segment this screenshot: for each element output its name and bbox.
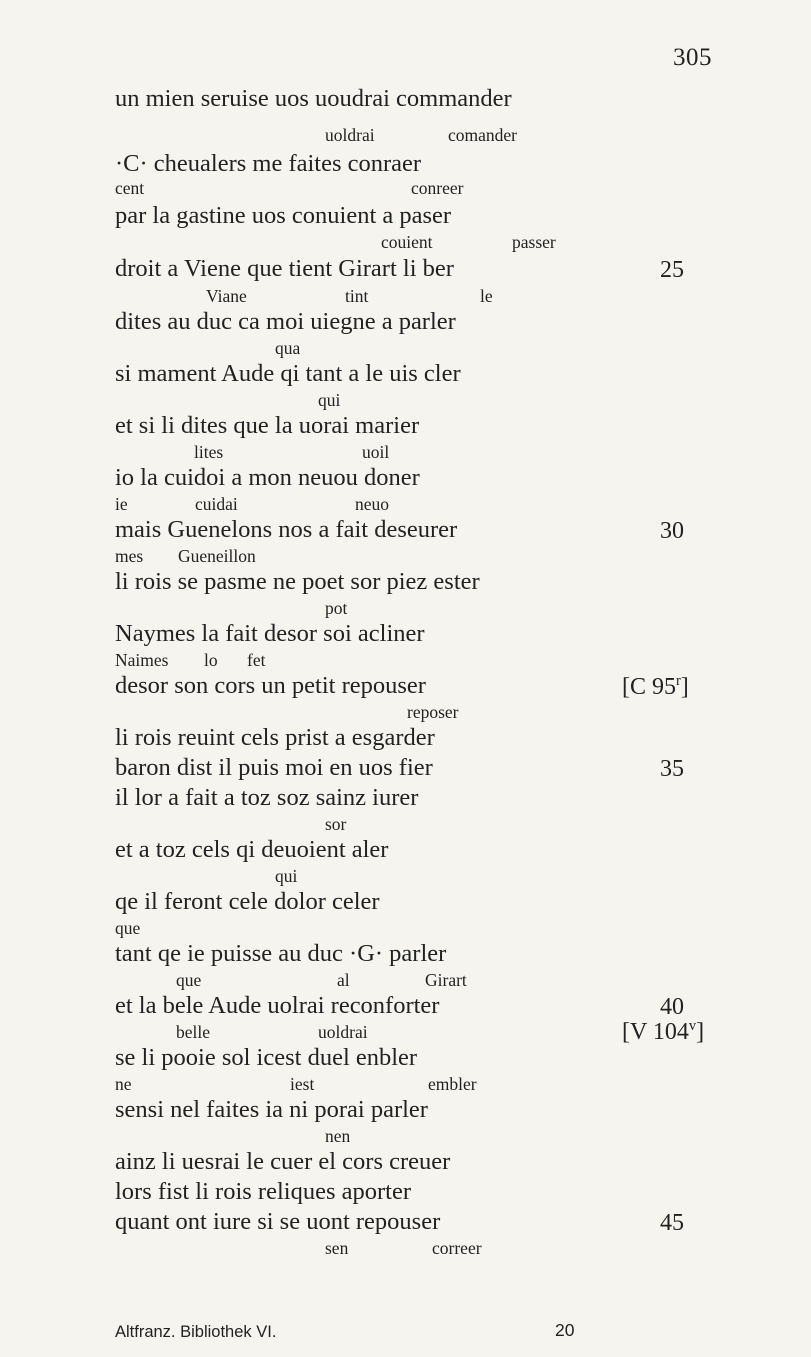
variant-reading: Gueneillon <box>178 546 256 566</box>
line-number: 45 <box>660 1210 684 1236</box>
verse-line: io la cuidoi a mon neuou doner <box>115 464 420 491</box>
verse-line: ·C· cheualers me faites conraer <box>115 150 422 177</box>
verse-line: lors fist li rois reliques aporter <box>115 1178 411 1205</box>
variant-reading: cuidai <box>195 494 238 514</box>
variant-reading: qui <box>318 390 341 410</box>
verse-line: et a toz cels qi deuoient aler <box>115 836 389 863</box>
page-number: 305 <box>673 44 712 71</box>
variant-reading: uoldrai <box>318 1022 368 1042</box>
verse-line: Naymes la fait desor soi acliner <box>115 620 425 647</box>
variant-reading: couient <box>381 232 433 252</box>
variant-reading: tint <box>345 286 369 306</box>
verse-line: et la bele Aude uolrai reconforter <box>115 992 440 1019</box>
verse-line: qe il feront cele dolor celer <box>115 888 380 915</box>
verse-line: se li pooie sol icest duel enbler <box>115 1044 418 1071</box>
verse-line: sensi nel faites ia ni porai parler <box>115 1096 428 1123</box>
folio-suffix: ] <box>696 1019 705 1045</box>
verse-line: baron dist il puis moi en uos fier <box>115 754 433 781</box>
verse-line: li rois reuint cels prist a esgarder <box>115 724 435 751</box>
folio-prefix: [V 104 <box>622 1019 689 1045</box>
variant-reading: lites <box>194 442 224 462</box>
variant-reading: al <box>337 970 350 990</box>
variant-reading: neuo <box>355 494 390 514</box>
variant-reading: cent <box>115 178 145 198</box>
line-number: 35 <box>660 756 684 782</box>
variant-reading: le <box>480 286 493 306</box>
variant-reading: ne <box>115 1074 132 1094</box>
variant-reading: mes <box>115 546 144 566</box>
folio-reference <box>622 1019 704 1046</box>
variant-reading: conreer <box>411 178 464 198</box>
variant-reading: que <box>176 970 202 990</box>
variant-reading: qua <box>275 338 301 358</box>
verse-line: il lor a fait a toz soz sainz iurer <box>115 784 419 811</box>
variant-reading: uoldrai <box>325 125 375 145</box>
folio-suffix: ] <box>680 674 689 700</box>
variant-reading: uoil <box>362 442 390 462</box>
variant-reading: que <box>115 918 141 938</box>
verse-line: li rois se pasme ne poet sor piez ester <box>115 568 480 595</box>
folio-reference <box>622 674 689 701</box>
variant-reading: iest <box>290 1074 315 1094</box>
folio-verso: v <box>688 1018 697 1034</box>
folio-prefix: [C 95 <box>622 674 676 700</box>
verse-line: droit a Viene que tient Girart li ber <box>115 255 454 282</box>
verse-line: quant ont iure si se uont repouser <box>115 1208 441 1235</box>
verse-line: par la gastine uos conuient a paser <box>115 202 452 229</box>
variant-reading: fet <box>247 650 266 670</box>
verse-line: desor son cors un petit repouser <box>115 672 426 699</box>
variant-reading: embler <box>428 1074 477 1094</box>
verse-line: dites au duc ca moi uiegne a parler <box>115 308 456 335</box>
verse-line: et si li dites que la uorai marier <box>115 412 420 439</box>
variant-reading: sen <box>325 1238 349 1258</box>
variant-reading: Viane <box>206 286 247 306</box>
variant-reading: nen <box>325 1126 351 1146</box>
variant-reading: reposer <box>407 702 459 722</box>
footer-series: Altfranz. Bibliothek VI. <box>115 1323 277 1341</box>
variant-reading: comander <box>448 125 517 145</box>
variant-reading: sor <box>325 814 347 834</box>
folio-recto: r <box>676 673 681 689</box>
variant-reading: correer <box>432 1238 482 1258</box>
signature-mark: 20 <box>555 1320 575 1340</box>
line-number: 30 <box>660 518 684 544</box>
variant-reading: pot <box>325 598 348 618</box>
variant-reading: Girart <box>425 970 467 990</box>
variant-reading: ie <box>115 494 128 514</box>
verse-line: si mament Aude qi tant a le uis cler <box>115 360 461 387</box>
variant-reading: belle <box>176 1022 211 1042</box>
verse-line: tant qe ie puisse au duc ·G· parler <box>115 940 447 967</box>
variant-reading: passer <box>512 232 556 252</box>
variant-reading: qui <box>275 866 298 886</box>
verse-line: mais Guenelons nos a fait deseurer <box>115 516 458 543</box>
variant-reading: Naimes <box>115 650 169 670</box>
variant-reading: lo <box>204 650 218 670</box>
line-number: 25 <box>660 257 684 283</box>
verse-line: un mien seruise uos uoudrai commander <box>115 85 512 112</box>
verse-line: ainz li uesrai le cuer el cors creuer <box>115 1148 451 1175</box>
line-number: 40 <box>660 994 684 1020</box>
